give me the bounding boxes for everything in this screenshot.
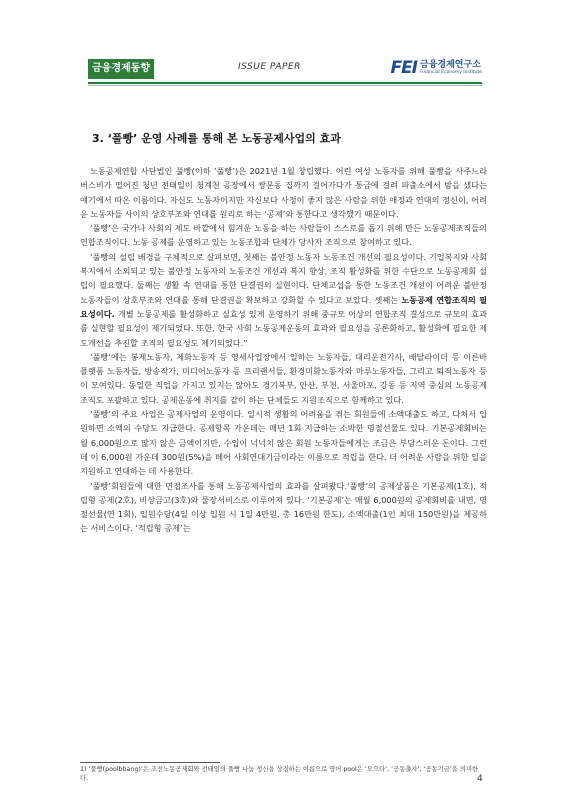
paragraph-3-post: 개별 노동공제를 활성화하고 실효성 있게 운영하기 위해 중규모 이상의 연합조직 결성으로 규모의 효과를 실현할 필요성이 제기되었다. 또한, 한국 사회 노동공제운동의 효과와 필요성을 공론화하고, 활성화에 필요한 제도개선을 추진할 조직의 필요성도 제기되었다.” [80,308,487,348]
paragraph-3-bold: 노동공제 연합조직의 필요성이다. [80,294,488,319]
paragraph-3 [80,250,487,350]
fei-logo [390,57,482,79]
header-divider-thin [88,85,482,86]
paragraph-5: ‘풀빵’의 주요 사업은 공제사업의 운영이다. 일시적 생활의 어려움을 겪는 회원들에 소액대출도 하고, 다쳐서 입원하면 소액의 수당도 지급한다. 공제항목 가운데는 매년 1회 지급하는 소박한 명절선물도 있다. 기본공제회비는 월 6,000원으로 많지 않은 금액이지만, 수입이 넉넉치 않은 회원 노동자들에게는 조금은 부담스러운 돈이다. 그런데 이 6,000원 가운데 300원(5%)을 떼어 사회연대기금이라는 이름으로 적립을 한다. 더 어려운 사람을 위한 일을 지원하고 연대하는 데 사용한다. [80,409,487,477]
footnote: 1) ‘풀빵(poolbbang)’은 조선노동공제회와 전태일의 풀빵 나눔 정신을 상징하는 이름으로 영어 pool은 ‘모으다’, ‘공동출자’, ‘공동기금’을 의미한다. [80,766,479,782]
paragraph-1: 노동공제연합 사단법인 풀빵(이하 ‘풀빵’)은 2021년 1월 창립했다. 어린 여성 노동자를 위해 풀빵을 사주느라 버스비가 떨어진 청년 전태일이 청계천 공장에서 쌍문동 집까지 걸어가다가 통금에 걸려 파출소에서 밤을 샜다는 얘기에서 따온 이름이다. 자신도 노동자이지만 자신보다 사정이 좋지 않은 사람을 위한 애정과 연대의 정신이, 어려운 노동자들 사이의 상호부조와 연대를 원리로 하는 ‘공제’와 통한다고 생각했기 때문이다. [80,166,487,219]
logo-english-name: Financial Economy Institute [420,69,482,75]
logo-korean-name: 금융경제연구소 [420,59,481,70]
paragraph-6: ‘풀빵’회원들에 대한 면접조사를 통해 노동공제사업의 효과를 살펴봤다.‘풀빵’의 공제상품은 기본공제(1호), 적립형 공제(2호), 비상금고(3호)와 물장서비스로 이루어져 있다. ‘기본공제’는 매월 6,000원의 공제회비를 내면, 명절선물(연 1회), 입원수당(4일 이상 입원 시 1일 4만원, 총 16만원 한도), 소액대출(1인 최대 150만원)을 제공하는 서비스이다. ‘적립형 공제’는 [80,480,487,534]
page-number: 4 [477,774,483,784]
paragraph-2: ‘풀빵’은 국가나 사회의 제도 바깥에서 힘겨운 노동을 하는 사람들이 스스로를 돕기 위해 만든 노동공제조직들의 연합조직이다. 노동 공제를 운영하고 있는 노동조합과 단체가 당사자 조직으로 참여하고 있다. [80,223,487,248]
paragraph-3-pre: ‘풀빵의 설립 배경을 구체적으로 살펴보면, 첫째는 불안정 노동자 노동조건 개선의 필요성이다. 기업복지와 사회복지에서 소외되고 있는 불안정 노동자의 노동조건 개선과 복지 향상, 조직 활성화를 위한 수단으로 노동공제회 설립이 필요했다. 둘째는 생활 속 연대를 통한 단결권의 실현이다. 단체교섭을 통한 노동조건 개선이 어려운 불안정 노동자들이 상호부조와 연대를 통해 단결권을 확보하고 강화할 수 있다고 보았다. 셋째는 [80,251,487,305]
issue-paper-label: ISSUE PAPER [238,62,301,72]
footnote-divider [80,762,220,763]
category-badge: 금융경제동향 [88,59,154,79]
section-title: 3. ‘풀빵’ 운영 사례를 통해 본 노동공제사업의 효과 [92,132,341,145]
paragraph-4: ‘풀빵’에는 봉제노동자, 제화노동자 등 영세사업장에서 일하는 노동자들, 대리운전기사, 배달라이더 등 이른바 플랫폼 노동자들, 방송작가, 미디어노동자 등 프리랜서들, 환경미화노동자와 마루노동자들, 그리고 퇴직노동자 등이 모여있다. 동일한 직업을 가지고 있지는 않아도 경기북부, 안산, 부천, 서울마포, 강동 등 지역 중심의 노동공제조직도 포괄하고 있다. 공제운동에 취지를 같이 하는 단체들도 지원조직으로 함께하고 있다. [80,351,487,405]
page-header [88,59,482,81]
body-text [80,164,487,536]
header-divider [88,82,482,84]
logo-mark: FEI [390,58,418,78]
